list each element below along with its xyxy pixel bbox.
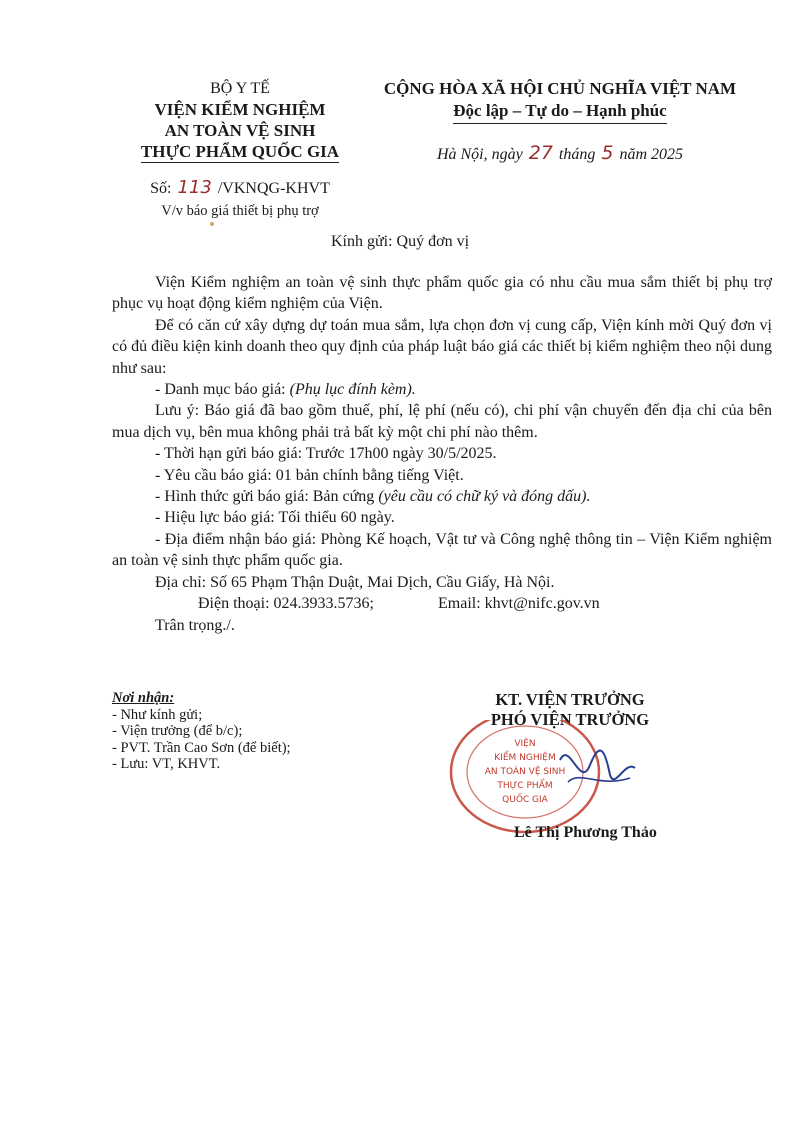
- recipient-line: Kính gửi: Quý đơn vị: [330, 233, 470, 250]
- bullet-catalog: [112, 379, 772, 400]
- national-header: [330, 78, 790, 164]
- email-address: Email: khvt@nifc.gov.vn: [438, 595, 600, 613]
- doc-number-handwritten: 113: [177, 177, 212, 198]
- decorative-dot: [210, 222, 214, 226]
- bullet-format-value: (yêu cầu có chữ ký và đóng dấu).: [378, 488, 591, 506]
- phone-number: Điện thoại: 024.3933.5736;: [198, 595, 374, 613]
- agency-name-line: AN TOÀN VỆ SINH: [164, 121, 316, 140]
- date-day-handwritten: 27: [528, 142, 553, 164]
- signature-block: [420, 690, 720, 841]
- distribution-title: Nơi nhận:: [112, 690, 175, 706]
- agency-name-line: THỰC PHẨM QUỐC GIA: [140, 142, 340, 161]
- issue-date: [330, 142, 790, 164]
- document-number: [110, 177, 370, 199]
- date-month-label: tháng: [558, 146, 596, 163]
- letter-body: [112, 272, 772, 636]
- stamp-text-line: THỰC PHẨM: [497, 781, 553, 791]
- stamp-text-line: AN TOÀN VỆ SINH: [484, 767, 566, 777]
- document-subject: V/v báo giá thiết bị phụ trợ: [161, 203, 319, 219]
- bullet-validity: - Hiệu lực báo giá: Tối thiểu 60 ngày.: [155, 509, 395, 527]
- stamp-text-line: VIỆN: [514, 739, 536, 749]
- address-line: Địa chỉ: Số 65 Phạm Thận Duật, Mai Dịch, Cầu Giấy, Hà Nội.: [155, 573, 555, 591]
- doc-number-prefix: Số:: [150, 180, 172, 197]
- paragraph-note: Lưu ý: Báo giá đã bao gồm thuế, phí, lệ phí (nếu có), chi phí vận chuyển đến địa chỉ của bên mua dịch vụ, bên mua không phải trả bất kỳ một chi phí nào thêm.: [112, 402, 772, 441]
- bullet-catalog-value: (Phụ lục đính kèm).: [289, 381, 416, 399]
- date-year: năm 2025: [619, 146, 684, 163]
- bullet-catalog-label: - Danh mục báo giá:: [155, 381, 290, 399]
- paragraph-intro: Viện Kiểm nghiệm an toàn vệ sinh thực phẩm quốc gia có nhu cầu mua sắm thiết bị phụ trợ phục vụ hoạt động kiểm nghiệm của Viện.: [112, 274, 772, 313]
- bullet-format: [112, 486, 772, 507]
- contact-row: [112, 593, 772, 614]
- agency-name-line: VIỆN KIỂM NGHIỆM: [154, 100, 326, 119]
- stamp-seal-icon: [440, 720, 650, 840]
- signer-title-secondary: PHÓ VIỆN TRƯỞNG: [490, 710, 650, 729]
- distribution-list: [112, 690, 412, 773]
- bullet-format-label: - Hình thức gửi báo giá: Bản cứng: [155, 488, 379, 506]
- stamp-text-line: KIỂM NGHIỆM: [494, 753, 556, 763]
- signer-name: Lê Thị Phương Thảo: [514, 824, 657, 841]
- date-prefix: Hà Nội, ngày: [436, 146, 523, 163]
- country-name: CỘNG HÒA XÃ HỘI CHỦ NGHĨA VIỆT NAM: [383, 79, 737, 98]
- date-month-handwritten: 5: [601, 142, 614, 164]
- bullet-requirement: - Yêu cầu báo giá: 01 bản chính bằng tiếng Việt.: [155, 466, 464, 484]
- distribution-item: - Lưu: VT, KHVT.: [112, 756, 221, 773]
- distribution-item: - PVT. Trần Cao Sơn (để biết);: [112, 739, 291, 756]
- doc-number-suffix: /VKNQG-KHVT: [217, 180, 330, 197]
- signer-title-primary: KT. VIỆN TRƯỞNG: [495, 690, 645, 709]
- bullet-deadline: - Thời hạn gửi báo giá: Trước 17h00 ngày 30/5/2025.: [155, 445, 497, 463]
- ministry-name: BỘ Y TẾ: [210, 80, 270, 97]
- stamp-text-line: QUỐC GIA: [502, 795, 548, 805]
- distribution-item: - Như kính gửi;: [112, 706, 203, 723]
- official-stamp: [440, 720, 650, 840]
- bullet-location: - Địa điểm nhận báo giá: Phòng Kế hoạch, Vật tư và Công nghệ thông tin – Viện Kiểm nghiệm an toàn vệ sinh thực phẩm quốc gia.: [112, 530, 772, 570]
- closing-line: Trân trọng./.: [155, 616, 235, 634]
- paragraph-request: Để có căn cứ xây dựng dự toán mua sắm, lựa chọn đơn vị cung cấp, Viện kính mời Quý đơn vị có đủ điều kiện kinh doanh theo quy định của pháp luật báo giá các thiết bị kiểm nghiệm theo nội dung như sau:: [112, 316, 772, 377]
- national-motto: Độc lập – Tự do – Hạnh phúc: [453, 100, 666, 124]
- distribution-item: - Viện trưởng (để b/c);: [112, 723, 243, 740]
